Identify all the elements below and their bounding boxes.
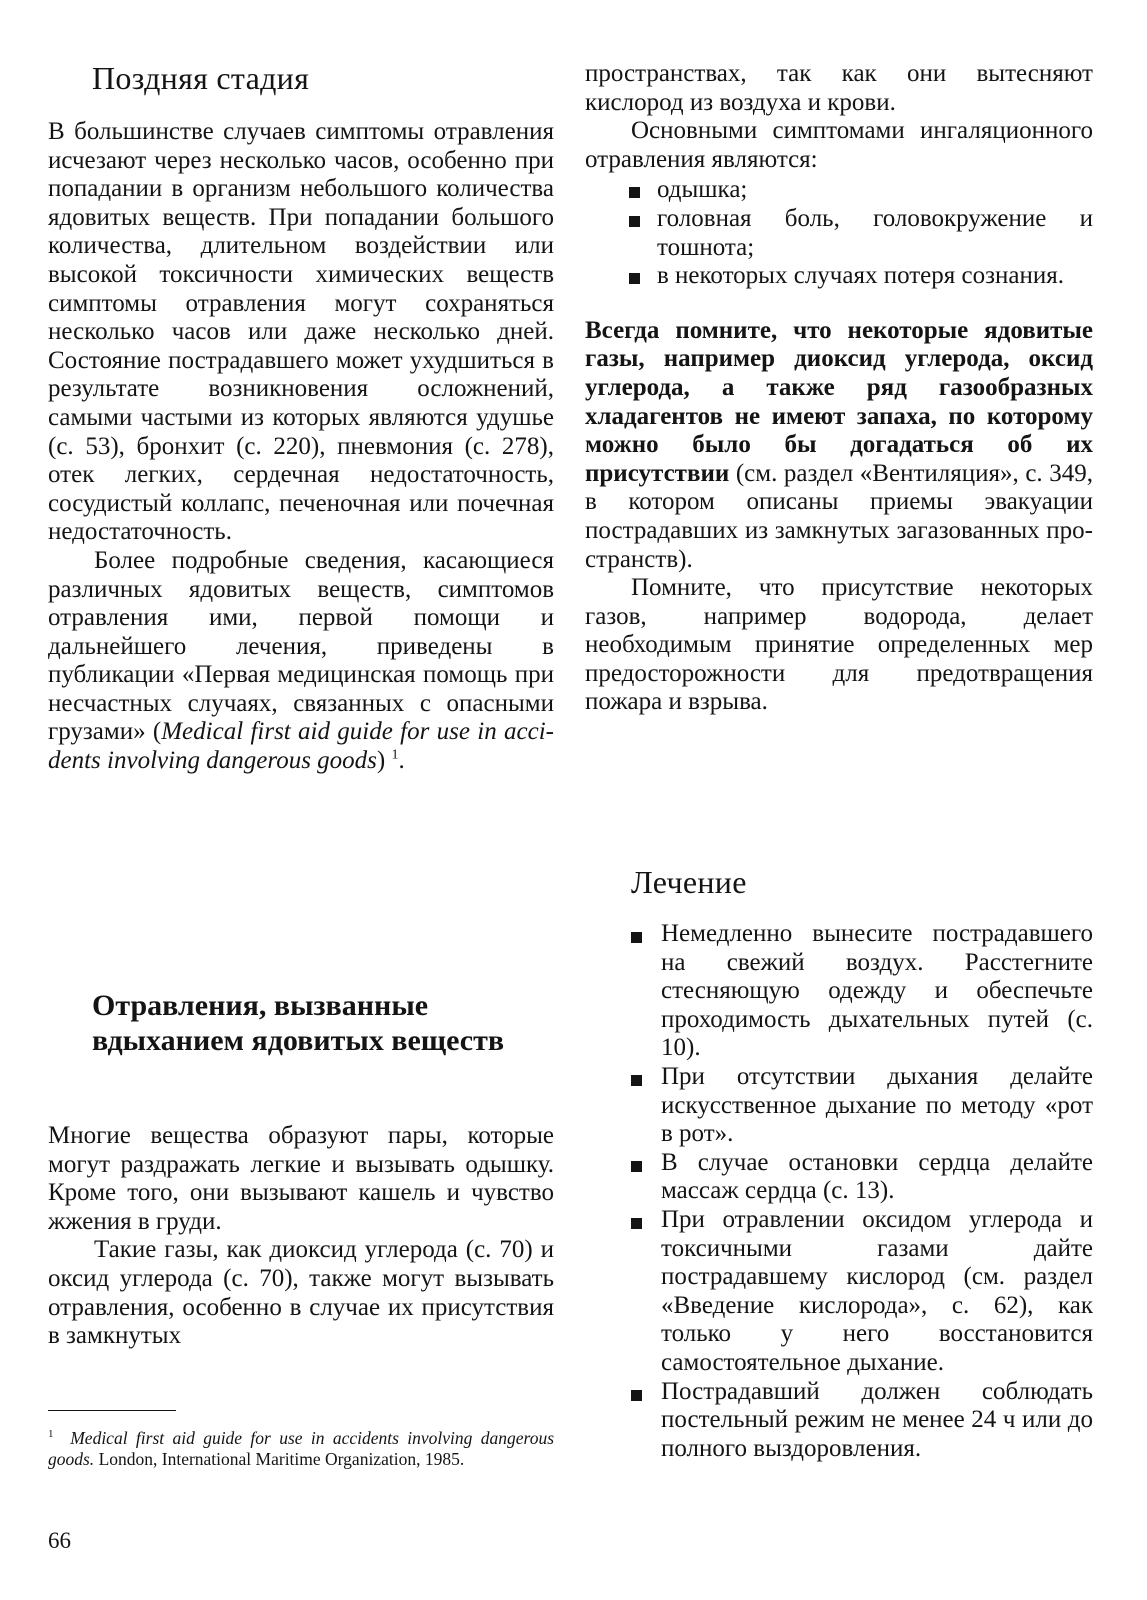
bullet-square-icon: [631, 932, 642, 943]
bullet-square-icon: [631, 1161, 642, 1172]
bullet-square-icon: [629, 187, 640, 198]
footnote-italic-title: Medical first aid guide for use in accidents involving dangerous goods.: [48, 1428, 555, 1469]
footnote-marker: 1: [48, 1428, 54, 1441]
list-item: При отсутствии дыхания делайте искусственное дыхание по методу «рот в рот».: [631, 1063, 1093, 1149]
paragraph-symptoms-intro: Основными симптомами ингаляционного отравления являются:: [585, 117, 1093, 173]
warning-bold-text: Всегда помните, что некоторые ядовитые газы, например диоксид углерода, оксид углерода, а также ряд газообразных хладагентов не имеют запаха, по которому можно было бы догадаться об их присутствии: [585, 316, 1093, 487]
paragraph-warning: [585, 317, 1093, 574]
paragraph-late-2-close: ): [376, 747, 392, 775]
footnote-rest: London, International Maritime Organization, 1985.: [94, 1449, 465, 1469]
paragraph-inhal-2: Такие газы, как диоксид углерода (с. 70) и оксид углерода (с. 70), также могут вызывать отравления, особенно в случае их присутствия в замкнутых: [48, 1236, 554, 1350]
footnote-ref: 1: [391, 747, 399, 763]
paragraph-late-1: В большинстве случаев симптомы отравления исчезают через несколько часов, особенно при попадании в организм небольшого количества ядовитых веществ. При попадании большого количества, длительном воздействии или высокой токсичности химических веществ симптомы отравления могут сохраняться несколько часов или даже несколько дней. Состояние пострадавшего может ухудшиться в результате возникновения осложнений, самыми частыми из которых являются удушье (с. 53), бронхит (с. 220), пневмония (с. 278), отек легких, сердечная недостаточность, сосудистый коллапс, печеночная или почечная недостаточность.: [48, 118, 554, 546]
paragraph-late-2-text: Более подробные сведения, касающиеся различных ядовитых веществ, симптомов отравления ими, первой помощи и дальнейшего лечения, приведены в публикации «Первая медицинская помощь при несчастных случаях, связанных с опасными грузами» (: [48, 546, 554, 746]
warning-rest-text: (см. раздел «Вентиляция», с. 349, в котором описаны приемы эвакуации пострадавших из замкнутых загазованных пространств).: [585, 459, 1093, 573]
list-item: Пострадавший должен соблюдать постельный режим не менее 24 ч или до полного выздоровления.: [631, 1378, 1093, 1464]
treatment-list: [631, 920, 1093, 1463]
footnote-divider: [48, 1410, 176, 1411]
heading-late-stage: Поздняя стадия: [92, 60, 310, 96]
list-item: в некоторых случаях потеря сознания.: [585, 262, 1093, 291]
treatment-section: [631, 920, 1093, 1463]
list-item: При отравлении оксидом углерода и токсичными газами дайте пострадавшему кислород (см. раздел «Введение кислорода», с. 62), как только у него восстановится самостоятельное дыхание.: [631, 1206, 1093, 1378]
list-item: одышка;: [585, 176, 1093, 205]
bullet-square-icon: [631, 1390, 642, 1401]
paragraph-remember: Помните, что присутствие некоторых газов, например водорода, делает необходимым принятие определенных мер предосторожности для предотвращения пожара и взрыва.: [585, 574, 1093, 716]
list-item: В случае остановки сердца делайте массаж сердца (с. 13).: [631, 1149, 1093, 1206]
paragraph-late-2-tail: .: [398, 747, 405, 775]
bullet-square-icon: [629, 273, 640, 284]
bullet-square-icon: [631, 1218, 642, 1229]
paragraph-late-2: [48, 547, 554, 776]
inhalation-section: [48, 1122, 554, 1351]
publication-title-italic: Medical first aid guide for use in accidents involving dangerous goods: [48, 718, 554, 775]
bullet-square-icon: [629, 216, 640, 227]
bullet-square-icon: [631, 1075, 642, 1086]
symptoms-list: [585, 176, 1093, 290]
late-stage-section: [48, 118, 554, 776]
list-item: Немедленно вынесите пострадавшего на свежий воздух. Расстегните стесняющую одежду и обеспечьте проходимость дыхательных путей (с. 10).: [631, 920, 1093, 1063]
footnote: [48, 1428, 554, 1470]
list-item: головная боль, головокружение и тошнота;: [585, 205, 1093, 262]
inhalation-continued: [585, 60, 1093, 717]
heading-treatment: Лечение: [631, 864, 747, 900]
paragraph-inhal-1: Многие вещества образуют пары, которые могут раздражать легкие и вызывать одышку. Кроме того, они вызывают кашель и чувство жжения в груди.: [48, 1122, 554, 1235]
heading-inhalation: Отравления, вызванные вдыханием ядовитых веществ: [92, 989, 505, 1057]
paragraph-continued: пространствах, так как они вытесняют кислород из воздуха и крови.: [585, 60, 1093, 116]
page-number: 66: [48, 1528, 71, 1553]
